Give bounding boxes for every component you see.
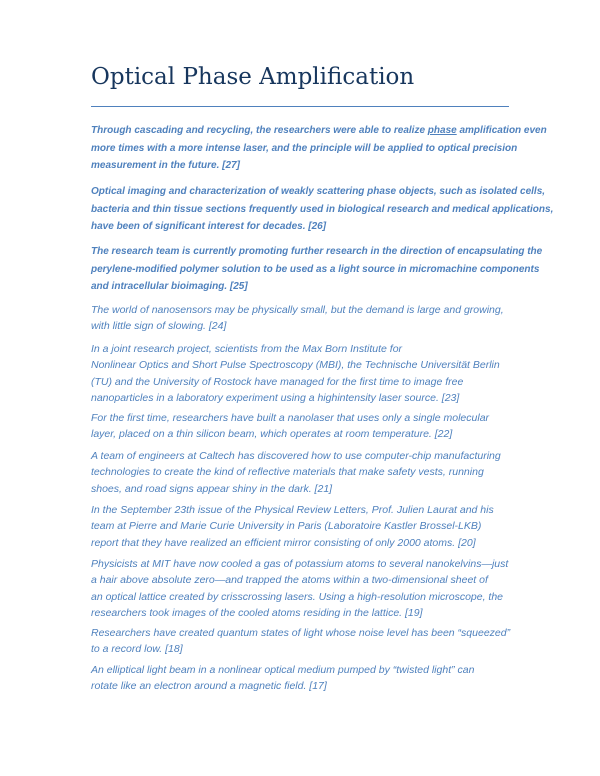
paragraph-line: layer, placed on a thin silicon beam, which operates at room temperature. [22] [91,428,453,441]
paragraph [91,502,551,551]
paragraph-line: A team of engineers at Caltech has discovered how to use computer-chip manufacturing [91,450,501,462]
paragraph-line: An elliptical light beam in a nonlinear optical medium pumped by “twisted light” can [91,664,475,676]
title-underline [91,106,509,107]
paragraph-line: Researchers have created quantum states of light whose noise level has been “squeezed” [91,627,511,639]
paragraph-line: a hair above absolute zero—and trapped the atoms within a two-dimensional sheet of [91,574,488,587]
paragraph-line: For the first time, researchers have built a nanolaser that uses only a single molecular [91,412,490,424]
paragraph-line: measurement in the future. [27] [91,160,240,171]
paragraph-line: In a joint research project, scientists from the Max Born Institute for [91,343,403,355]
paragraph-line: an optical lattice created by crisscrossing lasers. Using a high-resolution microscope, the [91,590,504,603]
paragraph [91,625,551,658]
paragraph [91,122,551,175]
paragraph-line: Physicists at MIT have now cooled a gas of potassium atoms to several nanokelvins—just [91,558,509,570]
paragraph-line: report that they have realized an efficient mirror consisting of only 2000 atoms. [20] [91,536,476,549]
paragraph-line: researchers took images of the cooled atoms residing in the lattice. [19] [91,606,423,619]
paragraph-line: and intracellular bioimaging. [25] [91,281,248,292]
paragraph-line: shoes, and road signs appear shiny in the dark. [21] [91,482,333,495]
paragraph-line: have been of significant interest for decades. [26] [91,221,327,232]
paragraph-line: (TU) and the University of Rostock have managed for the first time to image free [91,375,464,388]
paragraph-line [91,122,551,140]
paragraph-line: more times with a more intense laser, and the principle will be applied to optical precision [91,142,518,154]
paragraph-line: with little sign of slowing. [24] [91,320,227,333]
paragraph [91,556,551,621]
paragraph-line: Optical imaging and characterization of weakly scattering phase objects, such as isolated cells, [91,186,546,197]
paragraph [91,448,551,497]
paragraph-line: rotate like an electron around a magnetic field. [17] [91,680,327,693]
paragraph [91,243,551,296]
phase-link[interactable]: phase [427,125,457,136]
paragraph-line: team at Pierre and Marie Curie University in Paris (Laboratoire Kastler Brossel-LKB) [91,520,482,533]
paragraph-line: The research team is currently promoting further research in the direction of encapsulating the [91,246,543,257]
paragraph [91,183,554,236]
paragraph-line: nanoparticles in a laboratory experiment using a highintensity laser source. [23] [91,391,460,404]
paragraph [91,410,551,443]
paragraph [91,302,551,335]
paragraph-line: technologies to create the kind of reflective materials that make safety vests, running [91,466,484,479]
paragraph-line: perylene-modified polymer solution to be used as a light source in micromachine components [91,263,540,275]
page-title: Optical Phase Amplification [91,64,415,90]
paragraph-text: Through cascading and recycling, the researchers were able to realize [91,125,428,136]
paragraph-line: to a record low. [18] [91,643,183,656]
paragraph-line: In the September 23th issue of the Physical Review Letters, Prof. Julien Laurat and his [91,504,494,516]
paragraph-text: amplification even [456,125,547,136]
paragraph [91,662,551,695]
paragraph [91,341,551,406]
paragraph-line: The world of nanosensors may be physically small, but the demand is large and growing, [91,304,504,316]
paragraph-line: Nonlinear Optics and Short Pulse Spectroscopy (MBI), the Technische Universität Berlin [91,359,500,372]
paragraph-line: bacteria and thin tissue sections frequently used in biological research and medical applications, [91,203,554,215]
